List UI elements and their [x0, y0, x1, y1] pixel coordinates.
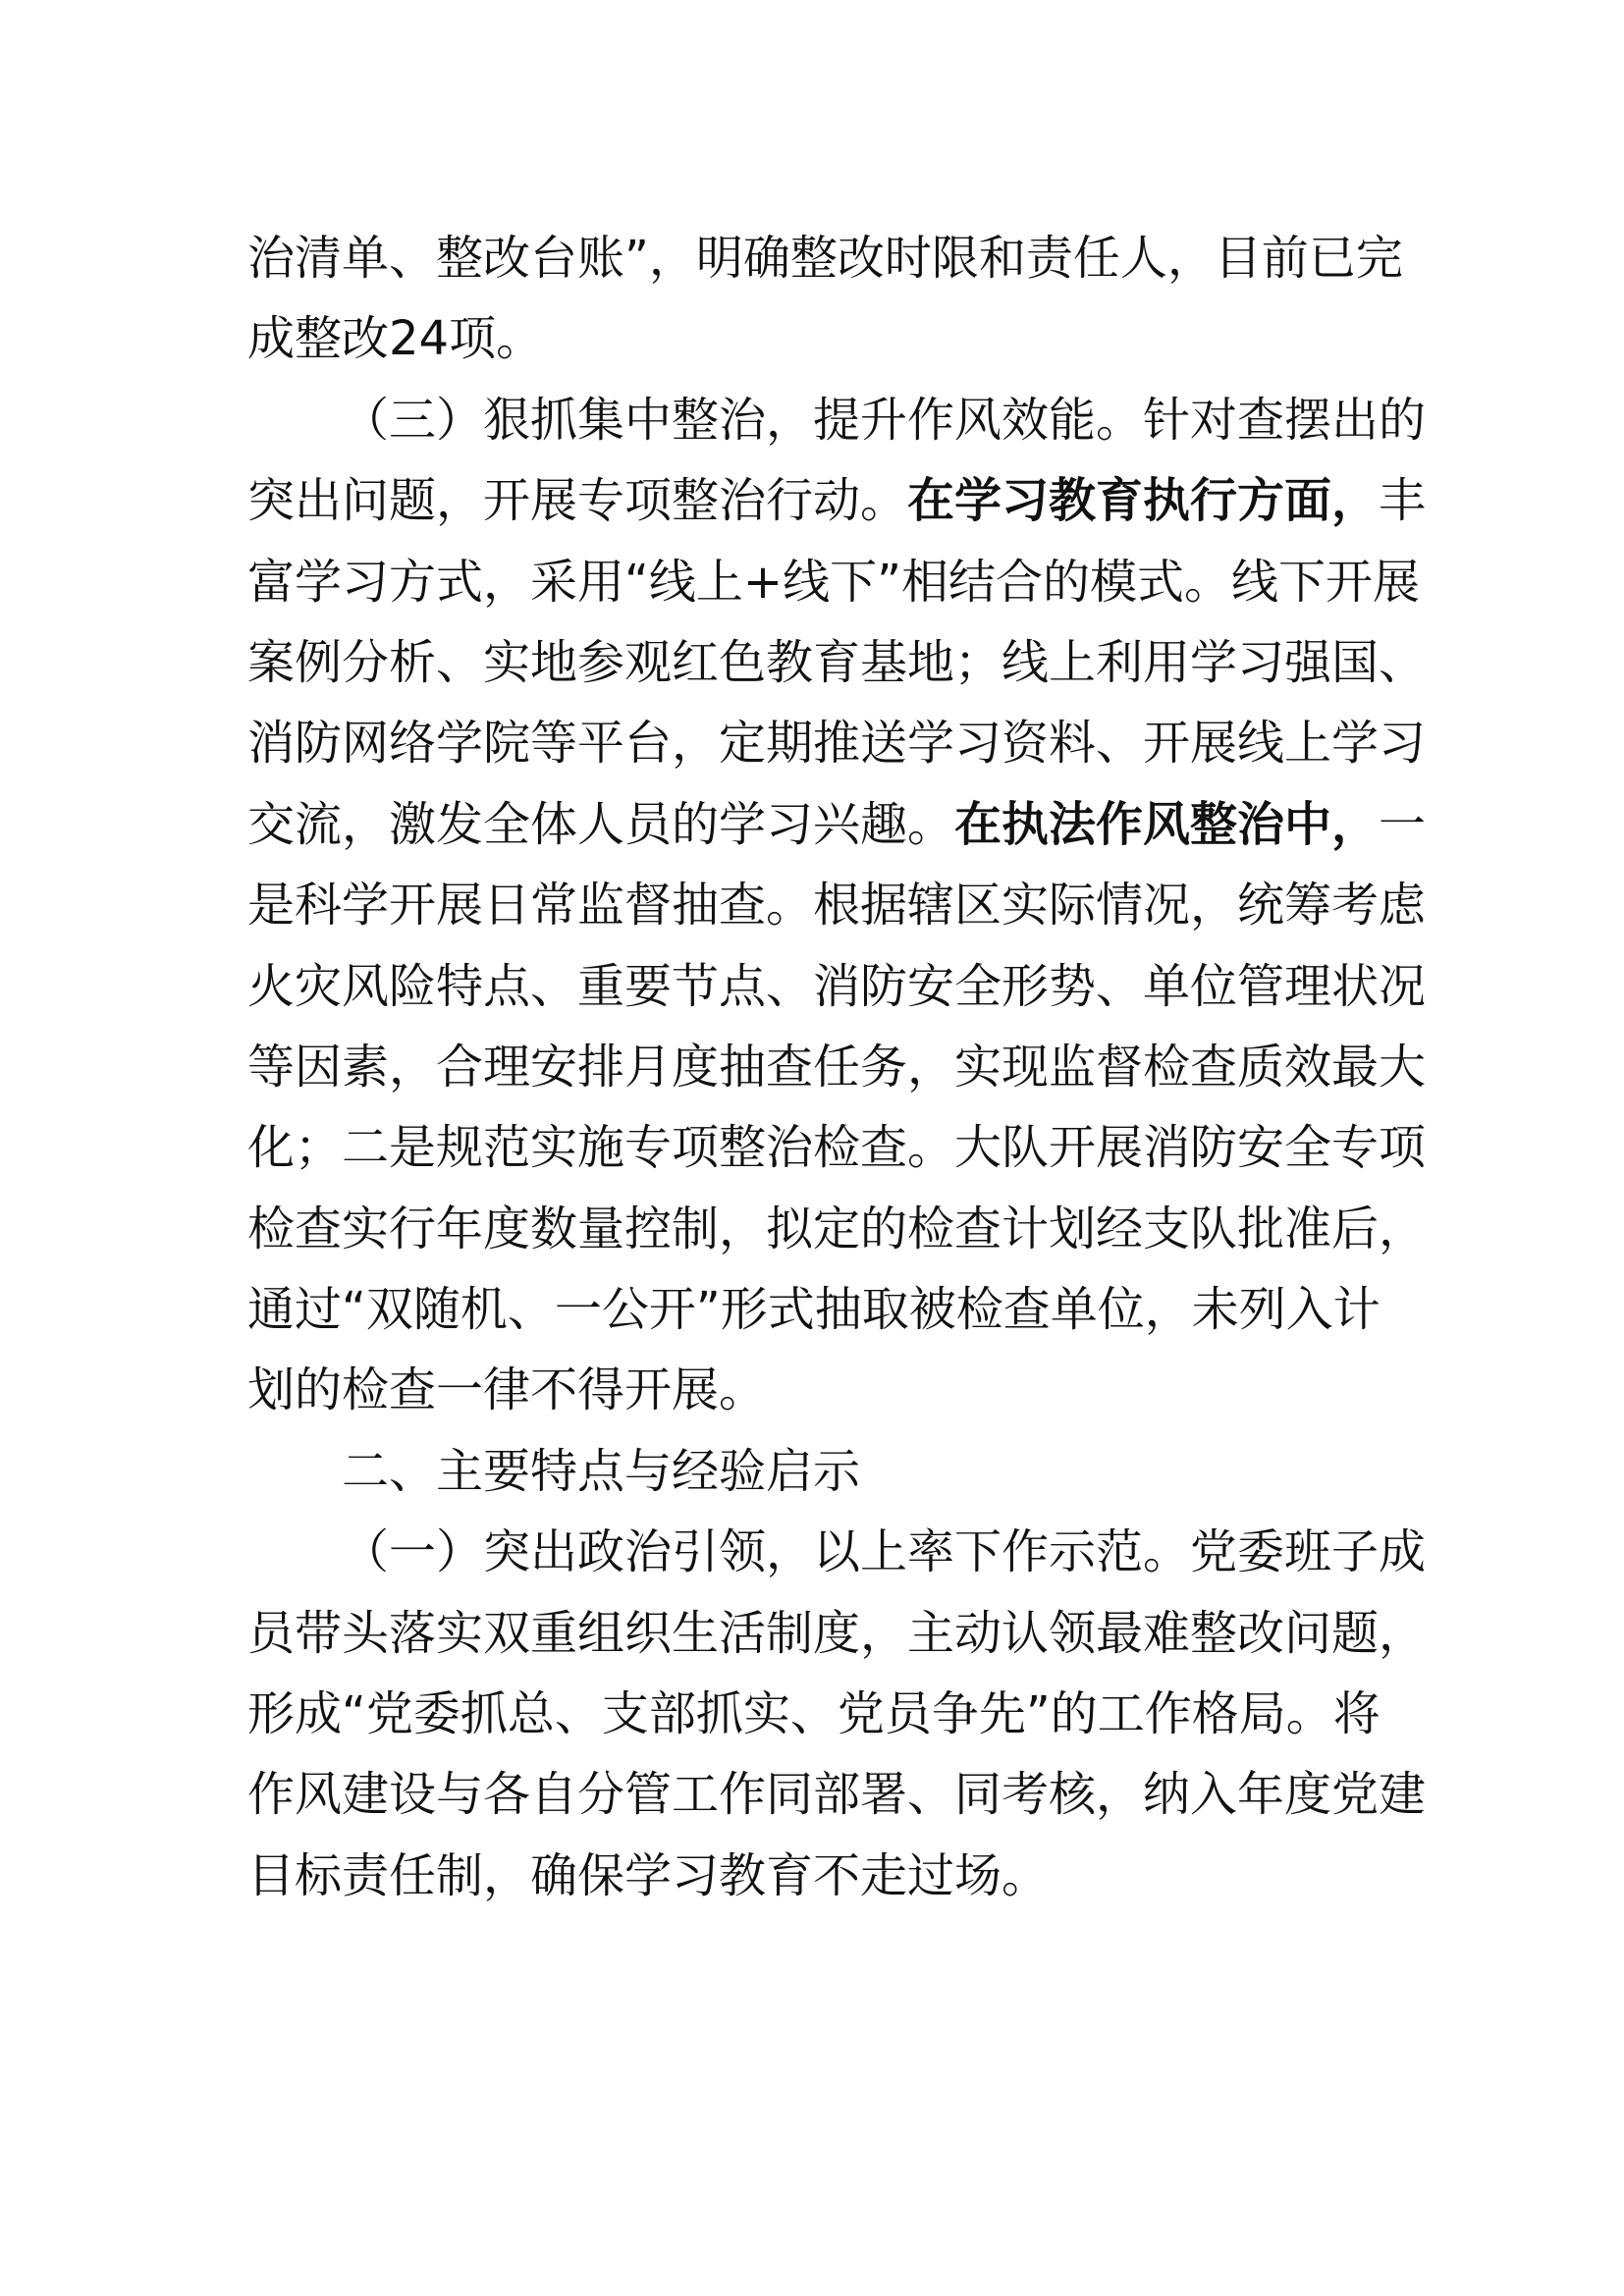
paragraph-line: 是科学开展日常监督抽查。根据辖区实际情况，统筹考虑 — [247, 878, 1427, 934]
section-heading-three: （三）狠抓集中整治，提升作风效能。针对查摆出的 — [342, 392, 1427, 448]
paragraph-line — [247, 460, 1427, 541]
section-heading-one: （一）突出政治引领，以上率下作示范。党委班子成 — [342, 1524, 1427, 1580]
paragraph-line: 等因素，合理安排月度抽查任务，实现监督检查质效最大 — [247, 1039, 1427, 1095]
paragraph-line — [247, 784, 1427, 865]
document-page — [247, 218, 1427, 1916]
chapter-heading-two: 二、主要特点与经验启示 — [342, 1443, 861, 1499]
paragraph-line: 员带头落实双重组织生活制度，主动认领最难整改问题， — [247, 1605, 1427, 1661]
paragraph-line: 案例分析、实地参观红色教育基地；线上利用学习强国、 — [247, 634, 1427, 690]
paragraph-line: 治清单、整改台账”，明确整改时限和责任人，目前已完 — [247, 231, 1403, 286]
text-run: 突出问题，开展专项整治行动。 — [247, 473, 908, 529]
text-run: 交流，激发全体人员的学习兴趣。 — [247, 796, 955, 852]
paragraph-line: 成整改24项。 — [247, 311, 544, 367]
paragraph-line: 检查实行年度数量控制，拟定的检查计划经支队批准后， — [247, 1201, 1427, 1256]
paragraph-line: 通过“双随机、一公开”形式抽取被检查单位，未列入计 — [247, 1282, 1380, 1338]
paragraph-line: 化；二是规范实施专项整治检查。大队开展消防安全专项 — [247, 1120, 1427, 1176]
bold-subheading-law-enforcement: 在执法作风整治中， — [954, 796, 1380, 852]
paragraph-line: 形成“党委抓总、支部抓实、党员争先”的工作格局。将 — [247, 1686, 1380, 1742]
paragraph-line: 消防网络学院等平台，定期推送学习资料、开展线上学习 — [247, 716, 1427, 772]
paragraph-line: 火灾风险特点、重要节点、消防安全形势、单位管理状况 — [247, 958, 1427, 1014]
text-run: 一 — [1379, 796, 1427, 852]
paragraph-line: 作风建设与各自分管工作同部署、同考核，纳入年度党建 — [247, 1767, 1427, 1823]
paragraph-line: 划的检查一律不得开展。 — [247, 1362, 767, 1418]
paragraph-line: 富学习方式，采用“线上+线下”相结合的模式。线下开展 — [247, 554, 1420, 610]
text-run: 丰 — [1379, 473, 1427, 529]
bold-subheading-study: 在学习教育执行方面， — [907, 473, 1380, 529]
paragraph-line: 目标责任制，确保学习教育不走过场。 — [247, 1847, 1050, 1903]
